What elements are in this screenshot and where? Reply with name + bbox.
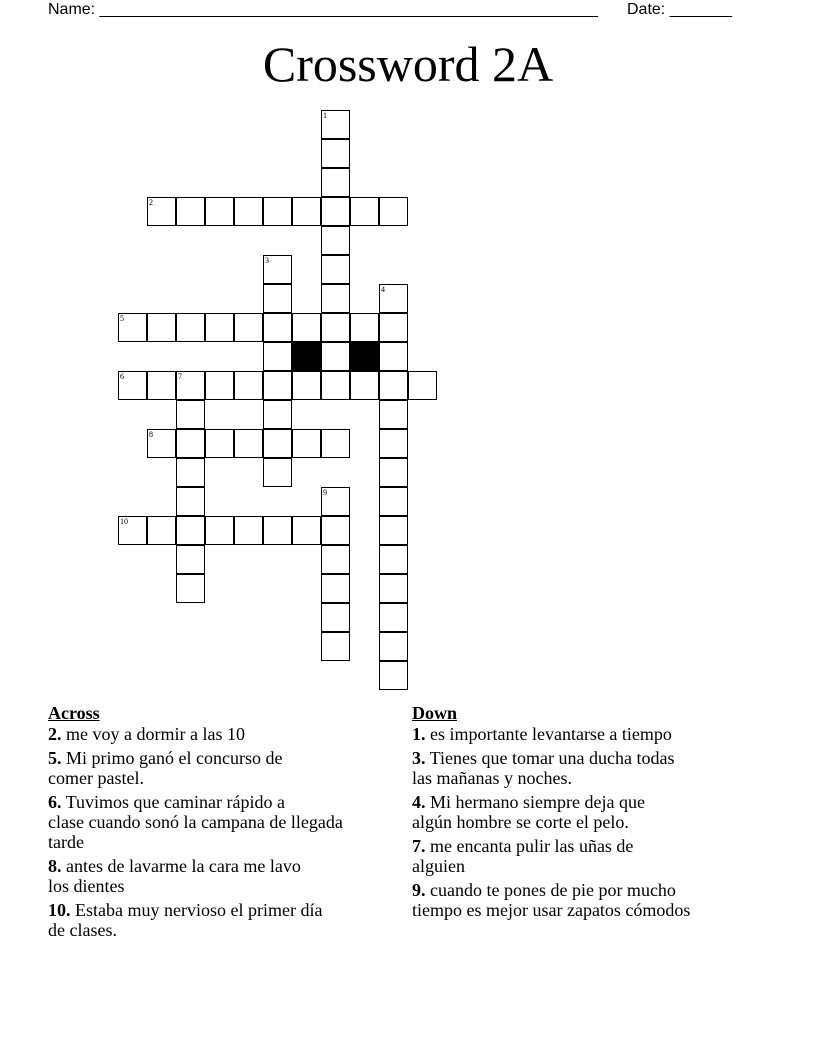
page-title: Crossword 2A (262, 36, 554, 92)
down-heading: Down (412, 703, 458, 723)
grid-cell[interactable] (176, 574, 205, 603)
grid-cell[interactable] (205, 197, 234, 226)
grid-cell[interactable] (321, 487, 350, 516)
clue-number: 7. (412, 836, 426, 856)
clue-item (48, 724, 408, 744)
grid-cell[interactable] (118, 516, 147, 545)
clue-text: me voy a dormir a las 10 (61, 724, 245, 744)
clue-text: es importante levantarse a tiempo (425, 724, 672, 744)
down-clue-list (412, 724, 772, 920)
name-field-label: Name: ________________________________________________________ (48, 1, 598, 18)
clue-text: cuando te pones de pie por mucho tiempo es mejor usar zapatos cómodos (412, 880, 691, 920)
grid-cell[interactable] (379, 400, 408, 429)
clue-item (48, 748, 408, 788)
clue-number: 8. (48, 856, 62, 876)
grid-cell[interactable] (379, 284, 408, 313)
clue-text: Tuvimos que caminar rápido a clase cuando sonó la campana de llegada tarde (48, 792, 343, 852)
grid-cell[interactable] (321, 429, 350, 458)
grid-cell[interactable] (379, 632, 408, 661)
clue-text: Mi primo ganó el concurso de comer pastel. (48, 748, 283, 788)
grid-cell[interactable] (379, 603, 408, 632)
clue-item (48, 856, 408, 896)
grid-cell[interactable] (263, 197, 292, 226)
grid-cell[interactable] (234, 371, 263, 400)
grid-cell[interactable] (321, 313, 350, 342)
grid-cell[interactable] (205, 371, 234, 400)
clue-number: 3 (265, 256, 269, 265)
grid-cell[interactable] (379, 545, 408, 574)
clue-number: 8 (149, 430, 153, 439)
clue-item (412, 880, 772, 920)
black-cell (350, 342, 379, 371)
grid-cell[interactable] (379, 313, 408, 342)
grid-cell[interactable] (263, 458, 292, 487)
grid-cell[interactable] (147, 516, 176, 545)
grid-cell[interactable] (292, 371, 321, 400)
clue-text: Tienes que tomar una ducha todas las mañanas y noches. (412, 748, 675, 788)
grid-cell[interactable] (379, 458, 408, 487)
clue-item (412, 724, 772, 744)
grid-cell[interactable] (321, 603, 350, 632)
grid-cell[interactable] (263, 313, 292, 342)
grid-cell[interactable] (292, 429, 321, 458)
grid-cell[interactable] (379, 429, 408, 458)
grid-cell[interactable] (379, 516, 408, 545)
grid-cell[interactable] (321, 516, 350, 545)
grid-cell[interactable] (234, 313, 263, 342)
grid-cell[interactable] (350, 371, 379, 400)
grid-cell[interactable] (379, 661, 408, 690)
grid-cell[interactable] (321, 168, 350, 197)
grid-cell[interactable] (176, 516, 205, 545)
grid-cell[interactable] (379, 574, 408, 603)
grid-cell[interactable] (379, 342, 408, 371)
grid-cell[interactable] (205, 429, 234, 458)
grid-cell[interactable] (321, 342, 350, 371)
clue-number: 10 (120, 517, 128, 526)
grid-cell[interactable] (321, 371, 350, 400)
clue-number: 6 (120, 372, 124, 381)
down-clues (412, 703, 772, 924)
grid-cell[interactable] (234, 516, 263, 545)
grid-cell[interactable] (350, 197, 379, 226)
grid-cell[interactable] (147, 313, 176, 342)
grid-cell[interactable] (176, 429, 205, 458)
grid-cell[interactable] (176, 197, 205, 226)
clue-text: Estaba muy nervioso el primer día de clases. (48, 900, 323, 940)
grid-cell[interactable] (176, 400, 205, 429)
grid-cell[interactable] (263, 255, 292, 284)
grid-cell[interactable] (176, 458, 205, 487)
clue-number: 2 (149, 198, 153, 207)
grid-cell[interactable] (321, 545, 350, 574)
clue-number: 1. (412, 724, 426, 744)
clue-text: antes de lavarme la cara me lavo los dientes (48, 856, 301, 896)
grid-cell[interactable] (263, 284, 292, 313)
grid-cell[interactable] (321, 284, 350, 313)
grid-cell[interactable] (147, 429, 176, 458)
clue-number: 4 (381, 285, 385, 294)
across-clue-list (48, 724, 408, 940)
grid-cell[interactable] (379, 197, 408, 226)
clue-item (48, 900, 408, 940)
across-heading: Across (48, 703, 100, 723)
clue-number: 5 (120, 314, 124, 323)
date-field-label: Date: _______ (627, 1, 732, 18)
grid-cell[interactable] (263, 516, 292, 545)
grid-cell[interactable] (321, 139, 350, 168)
grid-cell[interactable] (263, 342, 292, 371)
clue-text: Mi hermano siempre deja que algún hombre se corte el pelo. (412, 792, 645, 832)
grid-cell[interactable] (350, 313, 379, 342)
clue-item (412, 748, 772, 788)
clue-number: 10. (48, 900, 71, 920)
clue-text: me encanta pulir las uñas de alguien (412, 836, 634, 876)
grid-cell[interactable] (292, 313, 321, 342)
across-clues (48, 703, 408, 944)
grid-cell[interactable] (408, 371, 437, 400)
clue-number: 7 (178, 372, 182, 381)
grid-cell[interactable] (321, 197, 350, 226)
clue-number: 5. (48, 748, 62, 768)
grid-cell[interactable] (176, 487, 205, 516)
grid-cell[interactable] (118, 371, 147, 400)
grid-cell[interactable] (321, 255, 350, 284)
grid-cell[interactable] (292, 516, 321, 545)
grid-cell[interactable] (321, 632, 350, 661)
grid-cell[interactable] (321, 574, 350, 603)
grid-cell[interactable] (234, 197, 263, 226)
grid-cell[interactable] (263, 400, 292, 429)
grid-cell[interactable] (292, 197, 321, 226)
grid-cell[interactable] (176, 371, 205, 400)
grid-cell[interactable] (176, 313, 205, 342)
clue-item (412, 792, 772, 832)
grid-cell[interactable] (234, 429, 263, 458)
grid-cell[interactable] (379, 487, 408, 516)
black-cell (292, 342, 321, 371)
grid-cell[interactable] (379, 371, 408, 400)
clue-number: 3. (412, 748, 426, 768)
grid-cell[interactable] (263, 429, 292, 458)
clue-number: 9 (323, 488, 327, 497)
grid-cell[interactable] (118, 313, 147, 342)
grid-cell[interactable] (263, 371, 292, 400)
clue-number: 9. (412, 880, 426, 900)
grid-cell[interactable] (176, 545, 205, 574)
grid-cell[interactable] (147, 371, 176, 400)
clue-item (48, 792, 408, 852)
clue-number: 1 (323, 111, 327, 120)
clue-number: 6. (48, 792, 62, 812)
clue-item (412, 836, 772, 876)
grid-cell[interactable] (205, 516, 234, 545)
grid-cell[interactable] (147, 197, 176, 226)
grid-cell[interactable] (205, 313, 234, 342)
clue-number: 4. (412, 792, 426, 812)
clue-number: 2. (48, 724, 62, 744)
grid-cell[interactable] (321, 226, 350, 255)
grid-cell[interactable] (321, 110, 350, 139)
